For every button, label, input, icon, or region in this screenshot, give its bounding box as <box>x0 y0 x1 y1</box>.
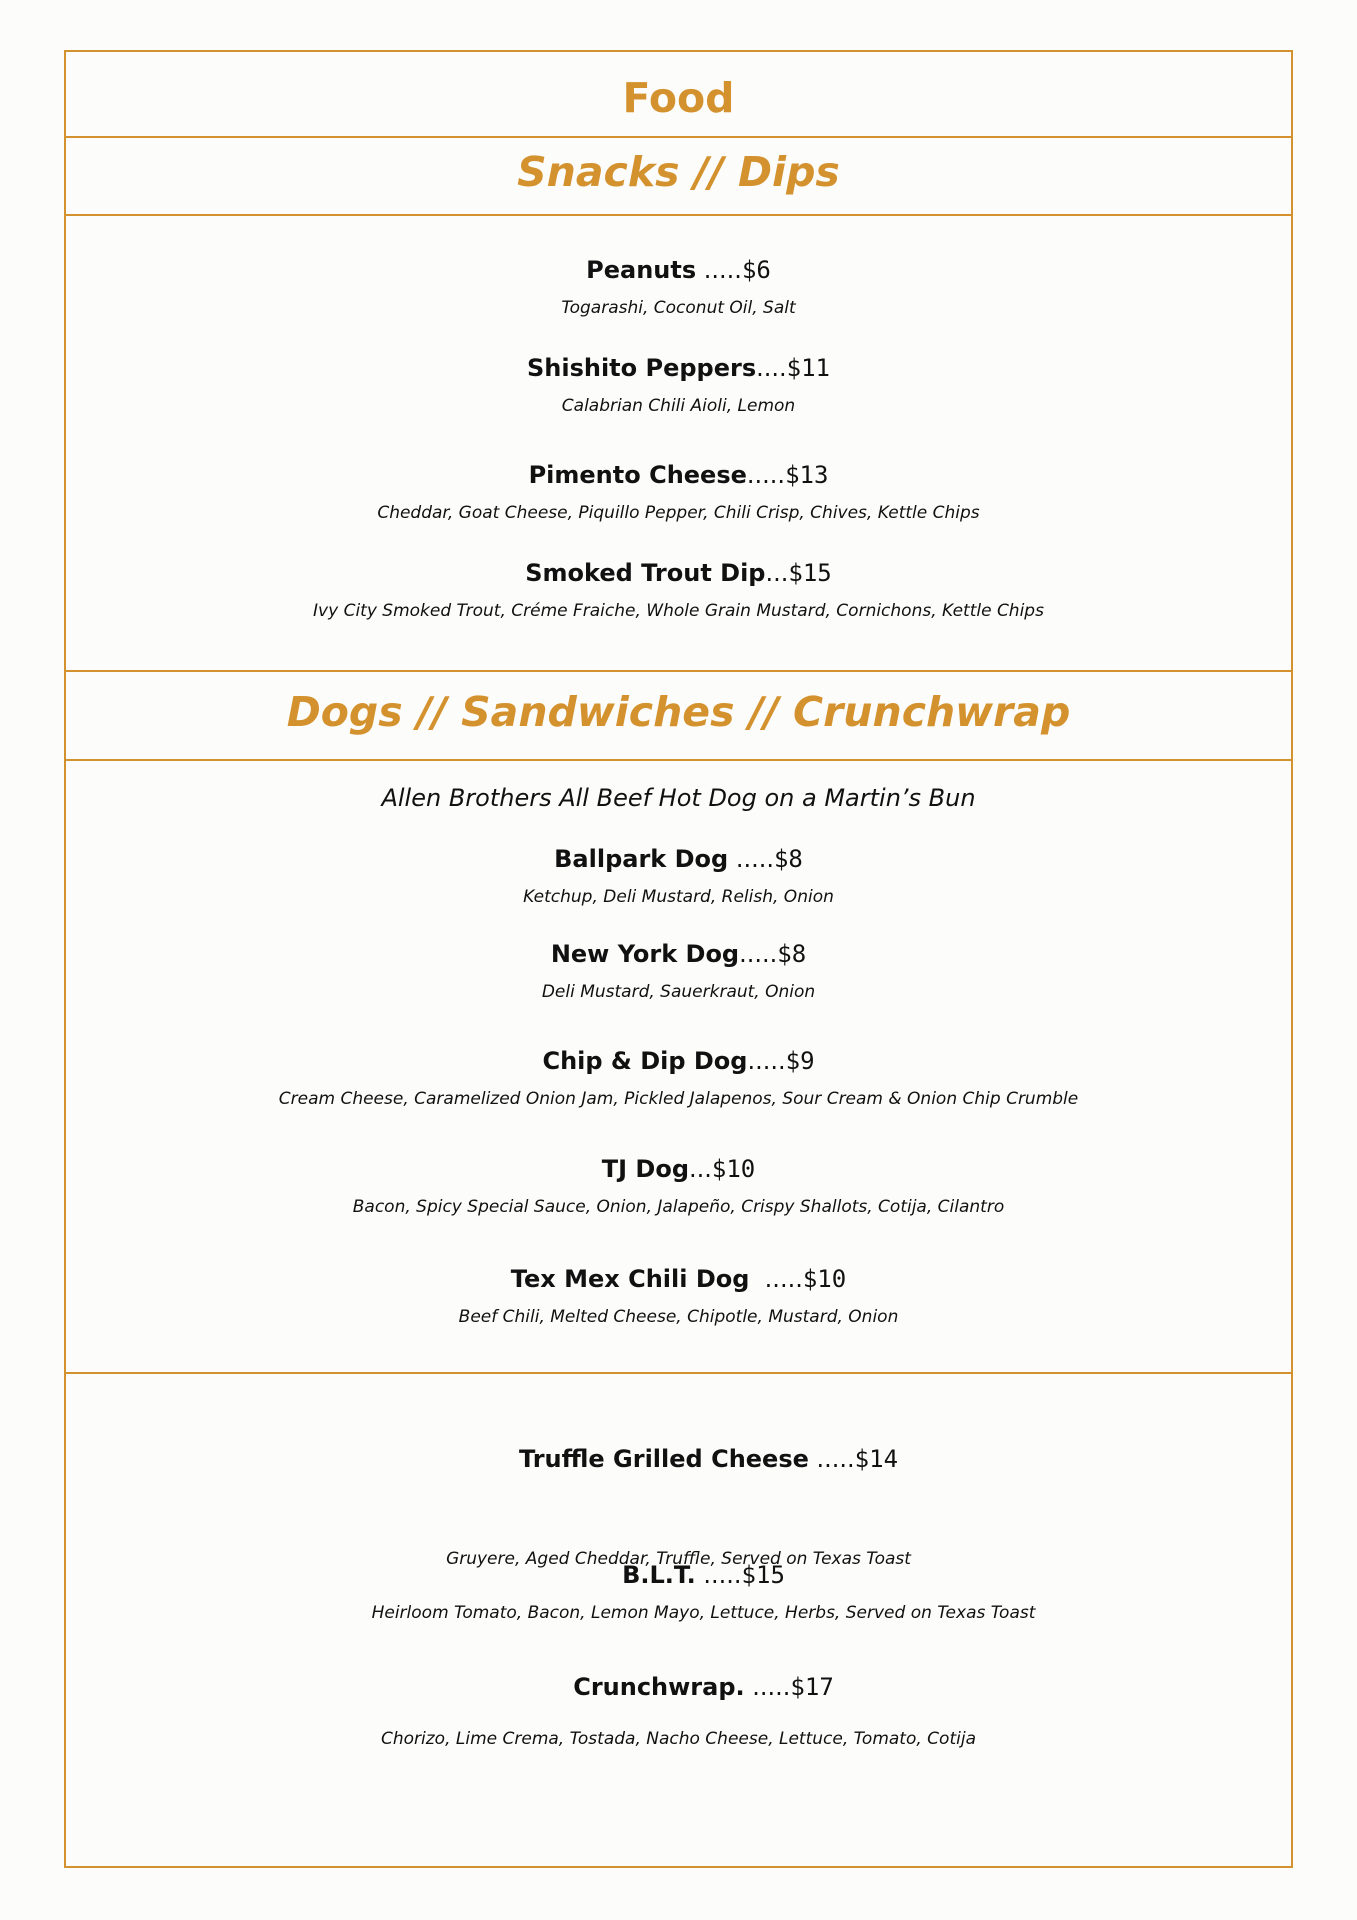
menu-item-heading <box>66 461 1291 489</box>
item-dots: ..... <box>746 461 786 489</box>
item-price: $8 <box>773 845 803 873</box>
menu-item <box>66 1047 1291 1109</box>
item-name: Shishito Peppers <box>526 354 757 382</box>
menu-item-heading <box>66 354 1291 382</box>
menu-item <box>66 1673 1291 1701</box>
item-description: Ketchup, Deli Mustard, Relish, Onion <box>523 887 834 907</box>
item-description: Heirloom Tomato, Bacon, Lemon Mayo, Lettuce, Herbs, Served on Texas Toast <box>371 1603 1036 1623</box>
item-name: Smoked Trout Dip <box>525 559 766 587</box>
item-dots: ..... <box>696 256 742 284</box>
menu-item <box>66 1265 1291 1327</box>
item-dots: ... <box>689 1155 712 1183</box>
item-dots: ..... <box>808 1445 855 1473</box>
item-name: Tex Mex Chili Dog <box>510 1265 750 1293</box>
item-price: $6 <box>741 256 771 284</box>
menu-item-heading <box>66 1047 1291 1075</box>
item-name: Truffle Grilled Cheese <box>518 1445 809 1473</box>
menu-item-description-row <box>66 1729 1291 1749</box>
menu-frame <box>64 50 1293 1868</box>
menu-item-heading <box>116 1673 1291 1701</box>
item-dots: .... <box>756 354 787 382</box>
item-description: Ivy City Smoked Trout, Créme Fraiche, Whole Grain Mustard, Cornichons, Kettle Chips <box>313 601 1044 621</box>
item-description: Cheddar, Goat Cheese, Piquillo Pepper, Chili Crisp, Chives, Kettle Chips <box>377 503 980 523</box>
menu-item-heading <box>116 1561 1291 1589</box>
item-description: Deli Mustard, Sauerkraut, Onion <box>541 982 816 1002</box>
divider <box>66 670 1291 672</box>
item-description: Chorizo, Lime Crema, Tostada, Nacho Cheese, Lettuce, Tomato, Cotija <box>381 1729 976 1749</box>
item-name: Ballpark Dog <box>554 845 729 873</box>
item-price: $8 <box>777 940 807 968</box>
menu-item-heading <box>66 559 1291 587</box>
menu-item-heading <box>66 256 1291 284</box>
menu-item-heading <box>66 1155 1291 1183</box>
item-name: Crunchwrap. <box>573 1673 745 1701</box>
menu-item-heading <box>126 1445 1291 1473</box>
item-description: Beef Chili, Melted Cheese, Chipotle, Mustard, Onion <box>458 1307 899 1327</box>
hot-dog-note: Allen Brothers All Beef Hot Dog on a Martin’s Bun <box>381 784 976 812</box>
item-description: Togarashi, Coconut Oil, Salt <box>561 298 796 318</box>
item-price: $10 <box>711 1155 756 1183</box>
item-dots: ... <box>765 559 789 587</box>
item-name: B.L.T. <box>622 1561 696 1589</box>
item-dots: ..... <box>749 1265 803 1293</box>
menu-item <box>66 940 1291 1002</box>
menu-item <box>66 354 1291 416</box>
menu-item-heading <box>66 940 1291 968</box>
divider <box>66 1372 1291 1374</box>
divider <box>66 136 1291 138</box>
item-dots: ..... <box>739 940 778 968</box>
item-price: $17 <box>790 1673 834 1701</box>
item-price: $15 <box>741 1561 785 1589</box>
menu-item <box>66 845 1291 907</box>
item-dots: ..... <box>747 1047 786 1075</box>
menu-item <box>66 461 1291 523</box>
section-title-snacks: Snacks // Dips <box>517 148 840 196</box>
menu-title: Food <box>622 74 735 122</box>
item-price: $9 <box>785 1047 815 1075</box>
item-dots: ..... <box>744 1673 791 1701</box>
menu-item <box>66 256 1291 318</box>
divider <box>66 214 1291 216</box>
item-dots: ..... <box>728 845 774 873</box>
menu-item <box>66 1445 1291 1473</box>
item-price: $10 <box>802 1265 847 1293</box>
item-name: New York Dog <box>550 940 740 968</box>
menu-item <box>66 1561 1291 1623</box>
item-name: Pimento Cheese <box>528 461 747 489</box>
menu-item <box>66 1155 1291 1217</box>
item-name: Chip & Dip Dog <box>542 1047 748 1075</box>
divider <box>66 759 1291 761</box>
menu-item-heading <box>66 1265 1291 1293</box>
item-price: $13 <box>785 461 829 489</box>
item-name: TJ Dog <box>601 1155 689 1183</box>
menu-item-heading <box>66 845 1291 873</box>
item-price: $11 <box>786 354 830 382</box>
item-dots: ..... <box>695 1561 742 1589</box>
item-description: Cream Cheese, Caramelized Onion Jam, Pickled Jalapenos, Sour Cream & Onion Chip Crumble <box>278 1089 1079 1109</box>
section-title-dogs: Dogs // Sandwiches // Crunchwrap <box>286 688 1071 736</box>
menu-item <box>66 559 1291 621</box>
item-description: Calabrian Chili Aioli, Lemon <box>561 396 796 416</box>
item-price: $14 <box>854 1445 899 1473</box>
item-price: $15 <box>788 559 832 587</box>
item-description: Gruyere, Aged Cheddar, Truffle, Served on Texas Toast <box>446 1549 911 1569</box>
item-name: Peanuts <box>586 256 697 284</box>
item-description: Bacon, Spicy Special Sauce, Onion, Jalapeño, Crispy Shallots, Cotija, Cilantro <box>352 1197 1005 1217</box>
